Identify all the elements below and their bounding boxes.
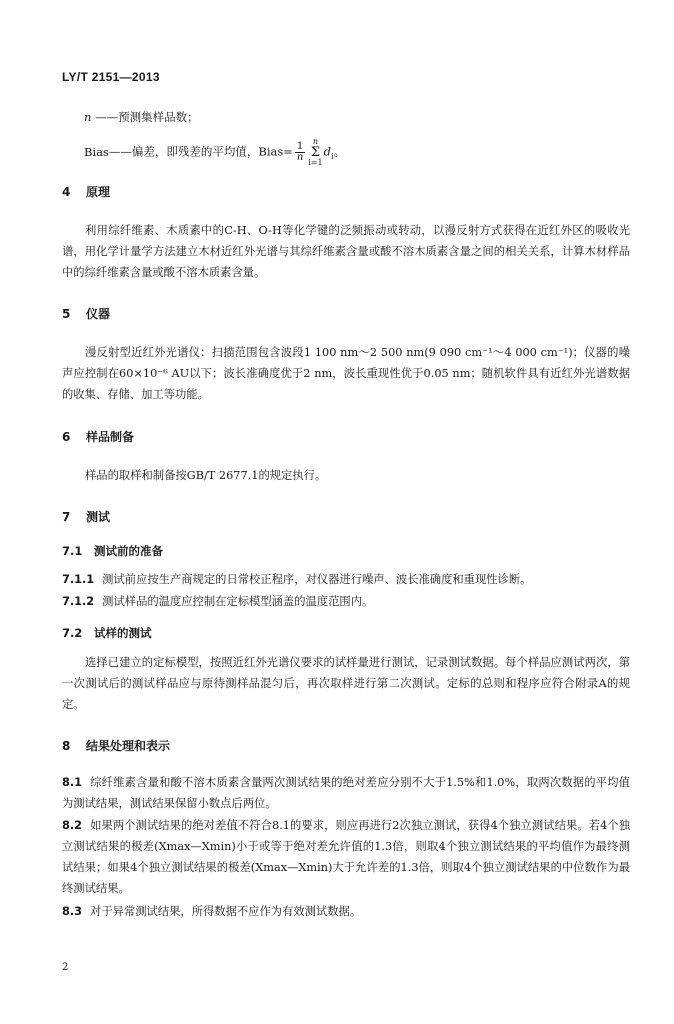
- section-heading-5: 5 仪器: [62, 307, 111, 321]
- section-heading-7-2: 7.2 试样的测试: [62, 626, 152, 640]
- bias-fraction: $\frac{1}{n}$: [296, 141, 304, 163]
- summation-symbol: n Σ i=1: [308, 137, 323, 167]
- section-5-paragraph: 漫反射型近红外光谱仪：扫描范围包含波段1 100 nm～2 500 nm(9 090 cm⁻¹～4 000 cm⁻¹)；仪器的噪声应控制在60×10⁻⁶ AU以下；波长准确度优于2 nm，波长重现性优于0.05 nm；随机软件具有近红外光谱数据的收集、存储、加工等功能。: [62, 346, 630, 401]
- clause-7-1-2: 7.1.2 测试样品的温度应控制在定标模型涵盖的温度范围内。: [62, 595, 374, 608]
- definition-dash: ——: [108, 144, 132, 159]
- section-heading-6: 6 样品制备: [62, 430, 135, 444]
- section-7-2-paragraph: 选择已建立的定标模型，按照近红外光谱仪要求的试样量进行测试，记录测试数据。每个样品应测试两次，第一次测试后的测试样品应与原待测样品混匀后，再次取样进行第二次测试。定标的总则和程序应符合附录A的规定。: [62, 656, 630, 711]
- section-heading-7-1: 7.1 测试前的准备: [62, 544, 163, 558]
- standard-code-header: LY/T 2151—2013: [62, 70, 160, 84]
- definition-term: n: [84, 110, 92, 124]
- definition-end: 。: [333, 144, 346, 159]
- formula-subscript: i: [331, 151, 334, 161]
- clause-8-3: 8.3 对于异常测试结果，所得数据不应作为有效测试数据。: [62, 905, 362, 918]
- formula-variable: d: [323, 144, 332, 159]
- definition-bias: [84, 138, 345, 167]
- page-number: 2: [62, 962, 69, 973]
- section-heading-4: 4 原理: [62, 185, 111, 199]
- section-heading-8: 8 结果处理和表示: [62, 739, 171, 753]
- section-6-paragraph: 样品的取样和制备按GB/T 2677.1的规定执行。: [85, 469, 327, 482]
- section-4-paragraph: 利用综纤维素、木质素中的C-H、O-H等化学键的泛频振动或转动，以漫反射方式获得在近红外区的吸收光谱，用化学计量学方法建立木材近红外光谱与其综纤维素含量或酸不溶木质素含量之间的相关关系，计算木材样品中的综纤维素含量或酸不溶木质素含量。: [62, 224, 630, 279]
- definition-term: Bias: [84, 144, 109, 159]
- definition-desc: 偏差，即残差的平均值，Bias=: [131, 144, 293, 159]
- clause-8-1: 8.1 综纤维素含量和酸不溶木质素含量两次测试结果的绝对差应分别不大于1.5%和1.0%，取两次数据的平均值为测试结果，测试结果保留小数点后两位。: [62, 776, 630, 810]
- section-heading-7: 7 测试: [62, 510, 111, 524]
- definition-n: [84, 109, 199, 125]
- definition-desc: 预测集样品数；: [118, 110, 199, 124]
- clause-8-2: 8.2 如果两个测试结果的绝对差值不符合8.1的要求，则应再进行2次独立测试，获得4个独立测试结果。若4个独立测试结果的极差(Xmax—Xmin)小于或等于绝对差允许值的1.3倍，则取4个独立测试结果的平均值作为最终测试结果；如果4个独立测试结果的极差(Xmax—Xmin)大于允许差的1.3倍，则取4个独立测试结果的中位数作为最终测试结果。: [62, 819, 630, 895]
- definition-dash: ——: [91, 110, 119, 124]
- clause-7-1-1: 7.1.1 测试前应按生产商规定的日常校正程序，对仪器进行噪声、波长准确度和重现性诊断。: [62, 573, 532, 586]
